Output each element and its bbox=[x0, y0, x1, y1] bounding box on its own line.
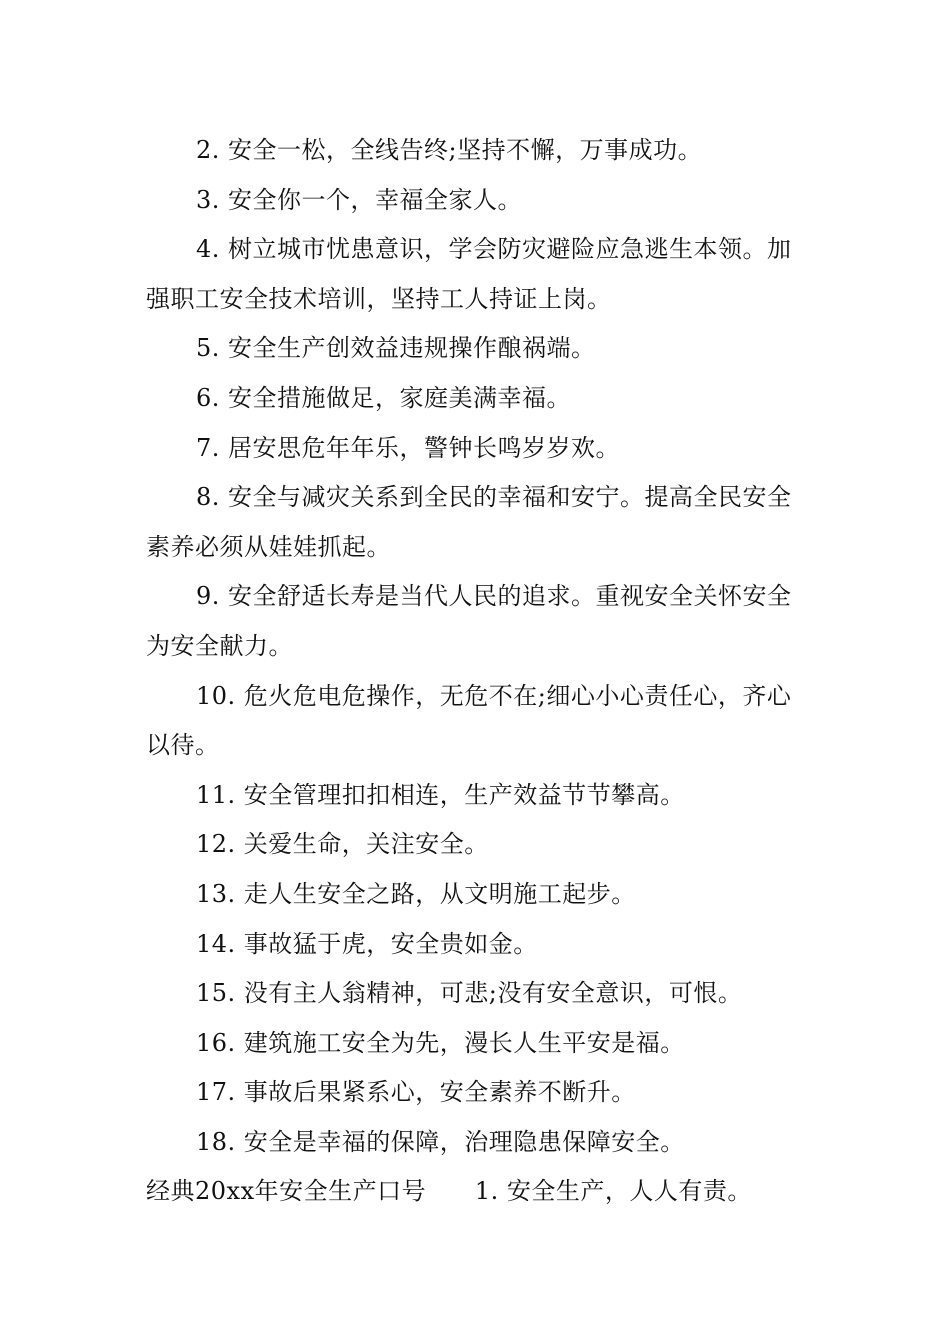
list-item: 3. 安全你一个，幸福全家人。 bbox=[196, 185, 523, 214]
list-item: 8. 安全与减灾关系到全民的幸福和安宁。提高全民安全素养必须从娃娃抓起。 bbox=[146, 483, 792, 561]
list-item: 2. 安全一松，全线告终;坚持不懈，万事成功。 bbox=[196, 136, 703, 164]
title-and-first-slogan: 经典20xx年安全生产口号 1. 安全生产，人人有责。 bbox=[146, 1177, 752, 1206]
list-item: 14. 事故猛于虎，安全贵如金。 bbox=[196, 929, 538, 958]
list-item: 15. 没有主人翁精神，可悲;没有安全意识，可恨。 bbox=[196, 979, 743, 1008]
slogan-list bbox=[146, 126, 810, 1217]
list-item: 18. 安全是幸福的保障，治理隐患保障安全。 bbox=[196, 1127, 685, 1156]
list-item: 11. 安全管理扣扣相连，生产效益节节攀高。 bbox=[196, 780, 685, 809]
list-item: 5. 安全生产创效益违规操作酿祸端。 bbox=[196, 334, 596, 363]
list-item: 4. 树立城市忧患意识，学会防灾避险应急逃生本领。加强职工安全技术培训，坚持工人持证上岗。 bbox=[146, 235, 792, 313]
list-item: 6. 安全措施做足，家庭美满幸福。 bbox=[196, 383, 572, 412]
list-item: 16. 建筑施工安全为先，漫长人生平安是福。 bbox=[196, 1028, 685, 1057]
list-item: 10. 危火危电危操作，无危不在;细心小心责任心，齐心以待。 bbox=[146, 681, 792, 760]
list-item: 9. 安全舒适长寿是当代人民的追求。重视安全关怀安全为安全献力。 bbox=[146, 582, 792, 660]
list-item: 13. 走人生安全之路，从文明施工起步。 bbox=[196, 879, 636, 908]
list-item: 12. 关爱生命，关注安全。 bbox=[196, 830, 489, 859]
list-item: 17. 事故后果紧系心，安全素养不断升。 bbox=[196, 1078, 636, 1107]
list-item: 7. 居安思危年年乐，警钟长鸣岁岁欢。 bbox=[196, 433, 621, 462]
